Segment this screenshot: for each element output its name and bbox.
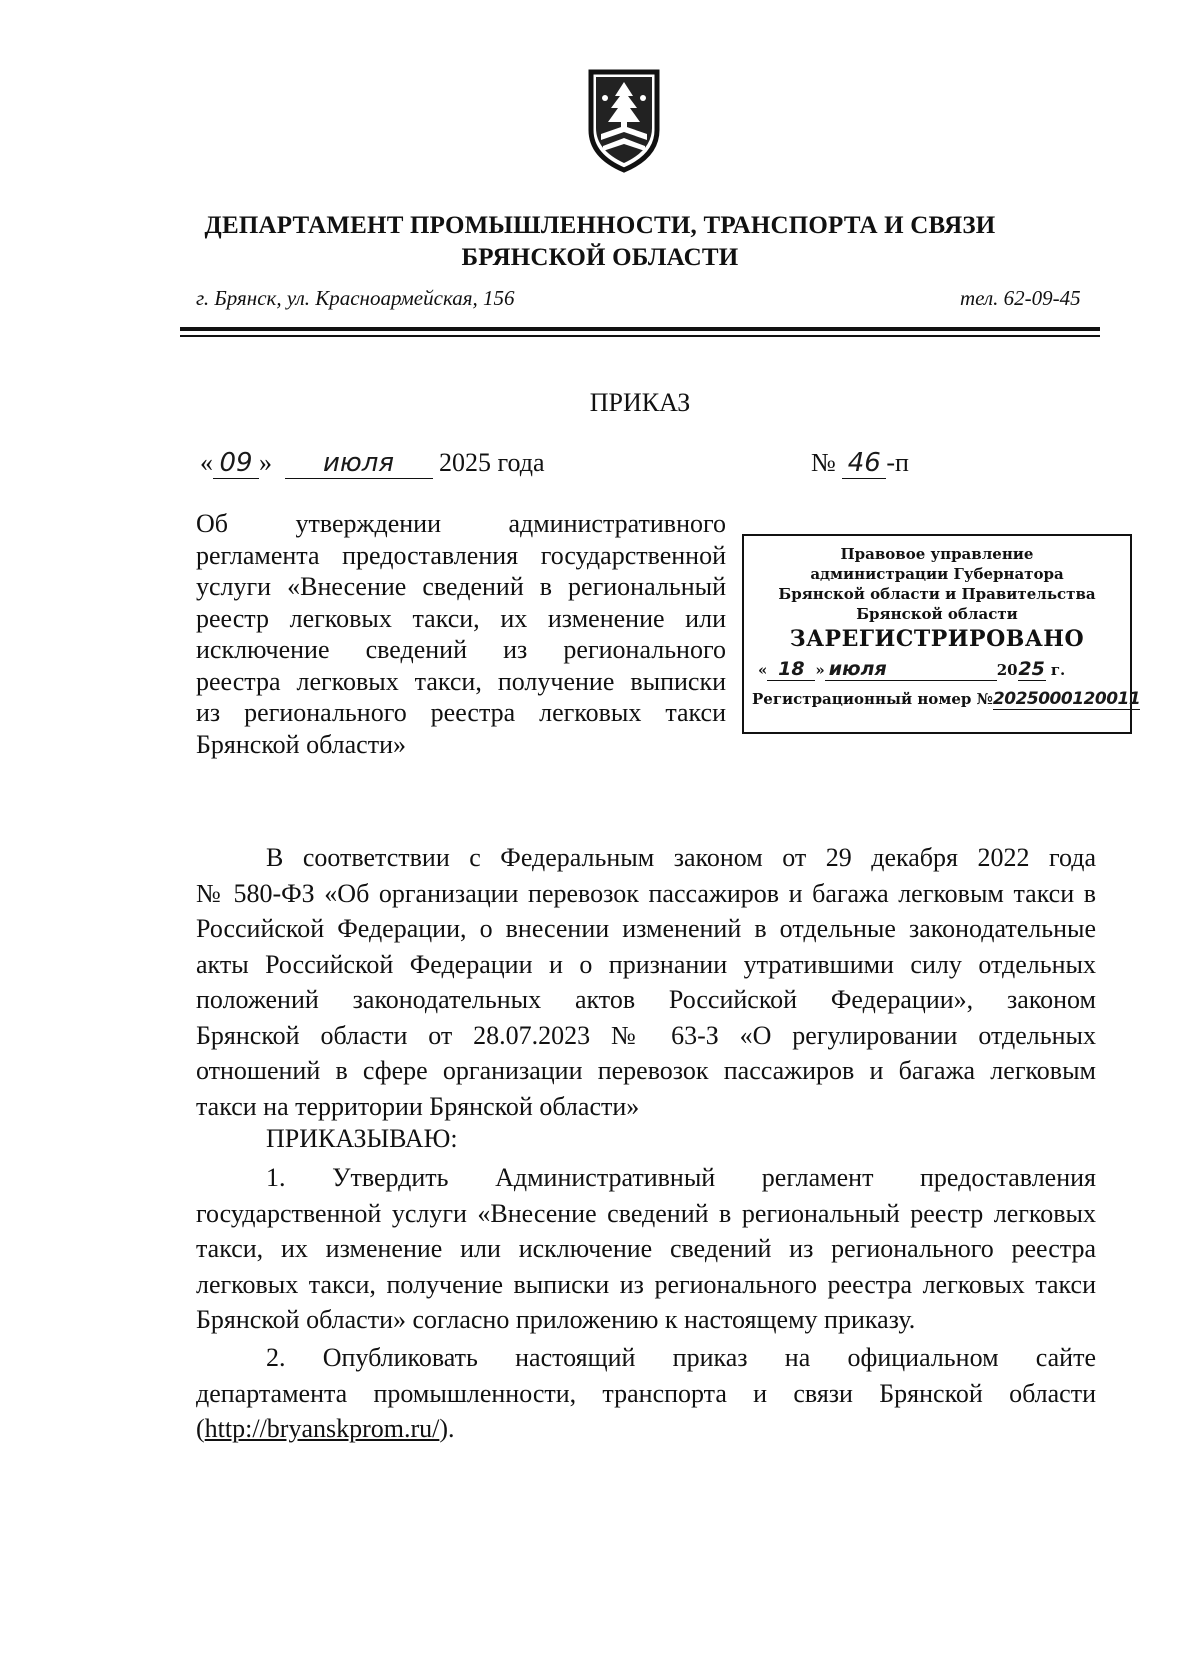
preamble-line: В соответствии с Федеральным законом от 29 декабря 2022 года	[266, 843, 1096, 872]
order-date-year: 2025 года	[439, 448, 545, 477]
preamble-line: Брянской области от 28.07.2023 № 63-З «О регулировании отдельных	[196, 1020, 1096, 1050]
item2-link-open: (	[196, 1414, 205, 1443]
stamp-date-month: июля	[825, 658, 997, 681]
stamp-reg-label: Регистрационный номер №	[752, 690, 993, 708]
stamp-date-year-unit: г.	[1050, 661, 1066, 679]
stamp-line: Брянской области и Правительства	[778, 585, 1096, 603]
order-subject-line: Брянской области»	[196, 729, 406, 759]
order-subject-line: услуги «Внесение сведений в региональный	[196, 572, 726, 601]
item1-line: 1. Утвердить Административный регламент предоставления	[266, 1163, 1096, 1192]
stamp-line: администрации Губернатора	[810, 565, 1064, 583]
order-date	[200, 448, 545, 479]
registration-stamp	[742, 534, 1141, 734]
order-number	[811, 448, 909, 479]
order-subject-line: реестр легковых такси, их изменение или	[196, 603, 726, 633]
order-subject-line: исключение сведений из регионального	[196, 635, 726, 664]
department-name-line2: БРЯНСКОЙ ОБЛАСТИ	[461, 244, 739, 271]
preamble-paragraph	[196, 840, 1096, 1124]
coat-of-arms-emblem	[585, 68, 663, 174]
preamble-line: такси на территории Брянской области»	[196, 1091, 640, 1121]
order-subject	[196, 508, 726, 760]
department-name-line1: ДЕПАРТАМЕНТ ПРОМЫШЛЕННОСТИ, ТРАНСПОРТА И СВЯЗИ	[204, 212, 996, 239]
order-number-value: 46	[842, 448, 886, 479]
order-date-open-quote: «	[200, 448, 213, 477]
stamp-date-open-quote: «	[758, 661, 768, 679]
stamp-registered: ЗАРЕГИСТРИРОВАНО	[789, 626, 1085, 652]
stamp-line: Брянской области	[856, 605, 1018, 623]
order-number-prefix: №	[811, 448, 836, 477]
preamble-line: № 580-ФЗ «Об организации перевозок пассажиров и багажа легковым такси в	[196, 878, 1096, 908]
item2-link-line	[196, 1411, 1096, 1447]
order-item-2	[196, 1340, 1096, 1447]
department-address: г. Брянск, ул. Красноармейская, 156	[196, 286, 515, 310]
order-date-close-quote: »	[259, 448, 272, 477]
item2-line: департамента промышленности, транспорта и связи Брянской области	[196, 1378, 1096, 1408]
decree-word: ПРИКАЗЫВАЮ:	[266, 1124, 458, 1153]
order-subject-line: из регионального реестра легковых такси	[196, 698, 726, 727]
order-date-month: июля	[285, 448, 433, 479]
item1-line: легковых такси, получение выписки из регионального реестра легковых такси	[196, 1269, 1096, 1299]
stamp-date-day: 18	[767, 658, 815, 681]
order-subject-line: регламента предоставления государственной	[196, 540, 726, 570]
order-item-1	[196, 1160, 1096, 1338]
preamble-line: положений законодательных актов Российской Федерации», законом	[196, 985, 1096, 1014]
preamble-line: акты Российской Федерации и о признании утратившими силу отдельных	[196, 949, 1096, 979]
preamble-line: Российской Федерации, о внесении изменений в отдельные законодательные	[196, 914, 1096, 943]
item2-link-close: ).	[439, 1414, 455, 1443]
order-number-suffix: -п	[886, 448, 909, 477]
stamp-date-year-suffix: 25	[1018, 658, 1045, 680]
item1-line: Брянской области» согласно приложению к настоящему приказу.	[196, 1305, 916, 1334]
header-rule-thick	[180, 327, 1100, 331]
order-date-day: 09	[213, 448, 259, 479]
stamp-date-year-prefix: 20	[996, 661, 1018, 679]
item2-line: 2. Опубликовать настоящий приказ на официальном сайте	[266, 1343, 1096, 1372]
order-subject-line: реестра легковых такси, получение выписки	[196, 666, 726, 696]
item1-line: государственной услуги «Внесение сведений в региональный реестр легковых	[196, 1198, 1096, 1228]
stamp-date-close-quote: »	[815, 661, 825, 679]
item1-line: такси, их изменение или исключение сведений из регионального реестра	[196, 1234, 1096, 1263]
stamp-reg-number	[744, 689, 1141, 710]
department-website-link[interactable]: http://bryanskprom.ru/	[204, 1414, 440, 1443]
stamp-reg-number-value: 2025000120011	[992, 689, 1141, 709]
stamp-line: Правовое управление	[840, 545, 1034, 563]
order-title: ПРИКАЗ	[589, 388, 691, 417]
department-phone: тел. 62-09-45	[960, 286, 1081, 310]
preamble-line: отношений в сфере организации перевозок пассажиров и багажа легковым	[196, 1056, 1096, 1085]
order-subject-line: Об утверждении административного	[196, 509, 726, 538]
header-rule-thin	[180, 335, 1100, 337]
stamp-date	[744, 658, 1130, 681]
